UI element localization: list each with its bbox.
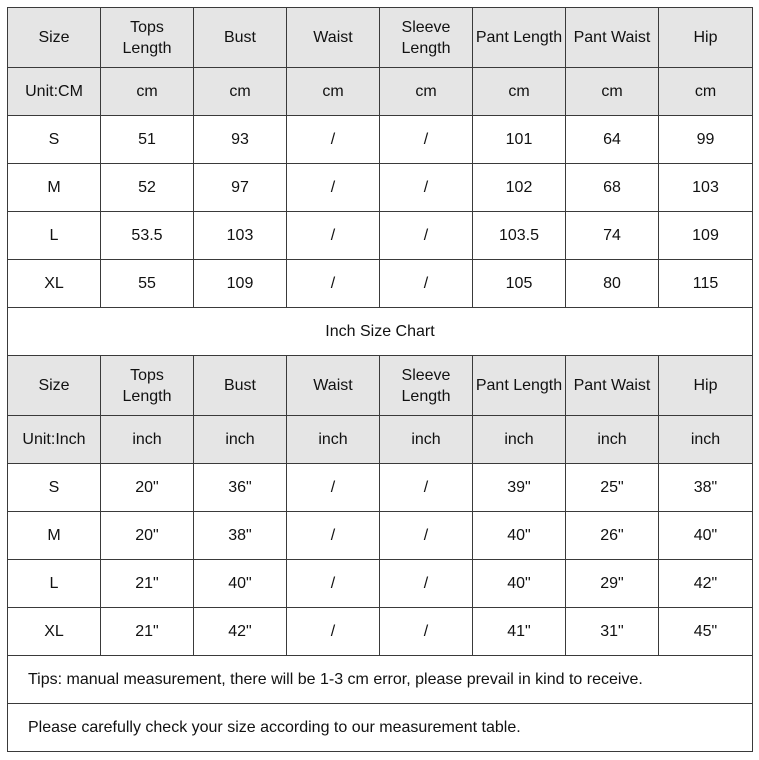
value-cell: / [287, 608, 380, 656]
unit-cell: cm [473, 68, 566, 116]
size-cell: M [8, 512, 101, 560]
header-cell: Pant Length [473, 356, 566, 416]
unit-cell: cm [194, 68, 287, 116]
value-cell: 39" [473, 464, 566, 512]
value-cell: 55 [101, 260, 194, 308]
value-cell: 68 [566, 164, 659, 212]
inch-header-row [8, 356, 753, 416]
value-cell: / [380, 512, 473, 560]
value-cell: 38" [659, 464, 753, 512]
inch-chart-title: Inch Size Chart [8, 308, 753, 356]
value-cell: 36" [194, 464, 287, 512]
value-cell: 99 [659, 116, 753, 164]
value-cell: 103 [194, 212, 287, 260]
value-cell: 80 [566, 260, 659, 308]
value-cell: 109 [659, 212, 753, 260]
header-cell: Tops Length [101, 356, 194, 416]
header-cell: Pant Length [473, 8, 566, 68]
value-cell: 97 [194, 164, 287, 212]
cm-header-row [8, 8, 753, 68]
table-row [8, 464, 753, 512]
value-cell: / [287, 116, 380, 164]
value-cell: 103.5 [473, 212, 566, 260]
header-cell: Hip [659, 8, 753, 68]
unit-cell: inch [101, 416, 194, 464]
unit-cell: inch [473, 416, 566, 464]
unit-cell: Unit:CM [8, 68, 101, 116]
value-cell: 40" [659, 512, 753, 560]
value-cell: / [287, 512, 380, 560]
value-cell: 38" [194, 512, 287, 560]
header-cell: Bust [194, 356, 287, 416]
header-cell: Pant Waist [566, 8, 659, 68]
value-cell: 53.5 [101, 212, 194, 260]
value-cell: 115 [659, 260, 753, 308]
unit-cell: cm [566, 68, 659, 116]
header-cell: Size [8, 356, 101, 416]
header-cell: Bust [194, 8, 287, 68]
value-cell: / [380, 116, 473, 164]
value-cell: 74 [566, 212, 659, 260]
header-cell: Size [8, 8, 101, 68]
table-row [8, 560, 753, 608]
value-cell: 105 [473, 260, 566, 308]
value-cell: 52 [101, 164, 194, 212]
unit-cell: cm [659, 68, 753, 116]
size-cell: L [8, 560, 101, 608]
value-cell: / [380, 260, 473, 308]
header-cell: Waist [287, 8, 380, 68]
value-cell: 93 [194, 116, 287, 164]
unit-cell: cm [101, 68, 194, 116]
value-cell: 20" [101, 464, 194, 512]
unit-cell: cm [287, 68, 380, 116]
value-cell: 42" [194, 608, 287, 656]
value-cell: 25" [566, 464, 659, 512]
value-cell: 26" [566, 512, 659, 560]
unit-cell: inch [659, 416, 753, 464]
value-cell: 31" [566, 608, 659, 656]
value-cell: / [287, 260, 380, 308]
header-cell: Sleeve Length [380, 8, 473, 68]
size-chart-table [7, 7, 753, 752]
unit-cell: inch [287, 416, 380, 464]
value-cell: 42" [659, 560, 753, 608]
unit-cell: Unit:Inch [8, 416, 101, 464]
table-row [8, 212, 753, 260]
value-cell: 51 [101, 116, 194, 164]
header-cell: Hip [659, 356, 753, 416]
unit-cell: inch [566, 416, 659, 464]
table-row [8, 608, 753, 656]
value-cell: / [380, 464, 473, 512]
size-cell: M [8, 164, 101, 212]
size-cell: S [8, 116, 101, 164]
unit-cell: cm [380, 68, 473, 116]
tips-text: Tips: manual measurement, there will be 1-3 cm error, please prevail in kind to receive. [8, 656, 753, 704]
size-cell: S [8, 464, 101, 512]
value-cell: 40" [473, 560, 566, 608]
value-cell: / [287, 560, 380, 608]
size-cell: L [8, 212, 101, 260]
value-cell: 109 [194, 260, 287, 308]
note-row [8, 704, 753, 752]
size-cell: XL [8, 608, 101, 656]
inch-title-row [8, 308, 753, 356]
value-cell: / [380, 608, 473, 656]
tips-row [8, 656, 753, 704]
size-cell: XL [8, 260, 101, 308]
table-row [8, 116, 753, 164]
value-cell: 103 [659, 164, 753, 212]
table-row [8, 512, 753, 560]
value-cell: 102 [473, 164, 566, 212]
value-cell: / [380, 164, 473, 212]
header-cell: Sleeve Length [380, 356, 473, 416]
value-cell: 21" [101, 608, 194, 656]
inch-unit-row [8, 416, 753, 464]
value-cell: 64 [566, 116, 659, 164]
header-cell: Waist [287, 356, 380, 416]
value-cell: 40" [194, 560, 287, 608]
header-cell: Pant Waist [566, 356, 659, 416]
value-cell: / [287, 464, 380, 512]
value-cell: 41" [473, 608, 566, 656]
unit-cell: inch [380, 416, 473, 464]
table-row [8, 164, 753, 212]
value-cell: 45" [659, 608, 753, 656]
value-cell: 20" [101, 512, 194, 560]
value-cell: 101 [473, 116, 566, 164]
value-cell: / [287, 212, 380, 260]
value-cell: / [380, 212, 473, 260]
value-cell: 29" [566, 560, 659, 608]
header-cell: Tops Length [101, 8, 194, 68]
check-size-note: Please carefully check your size according to our measurement table. [8, 704, 753, 752]
unit-cell: inch [194, 416, 287, 464]
value-cell: 21" [101, 560, 194, 608]
table-row [8, 260, 753, 308]
cm-unit-row [8, 68, 753, 116]
value-cell: / [287, 164, 380, 212]
value-cell: / [380, 560, 473, 608]
value-cell: 40" [473, 512, 566, 560]
